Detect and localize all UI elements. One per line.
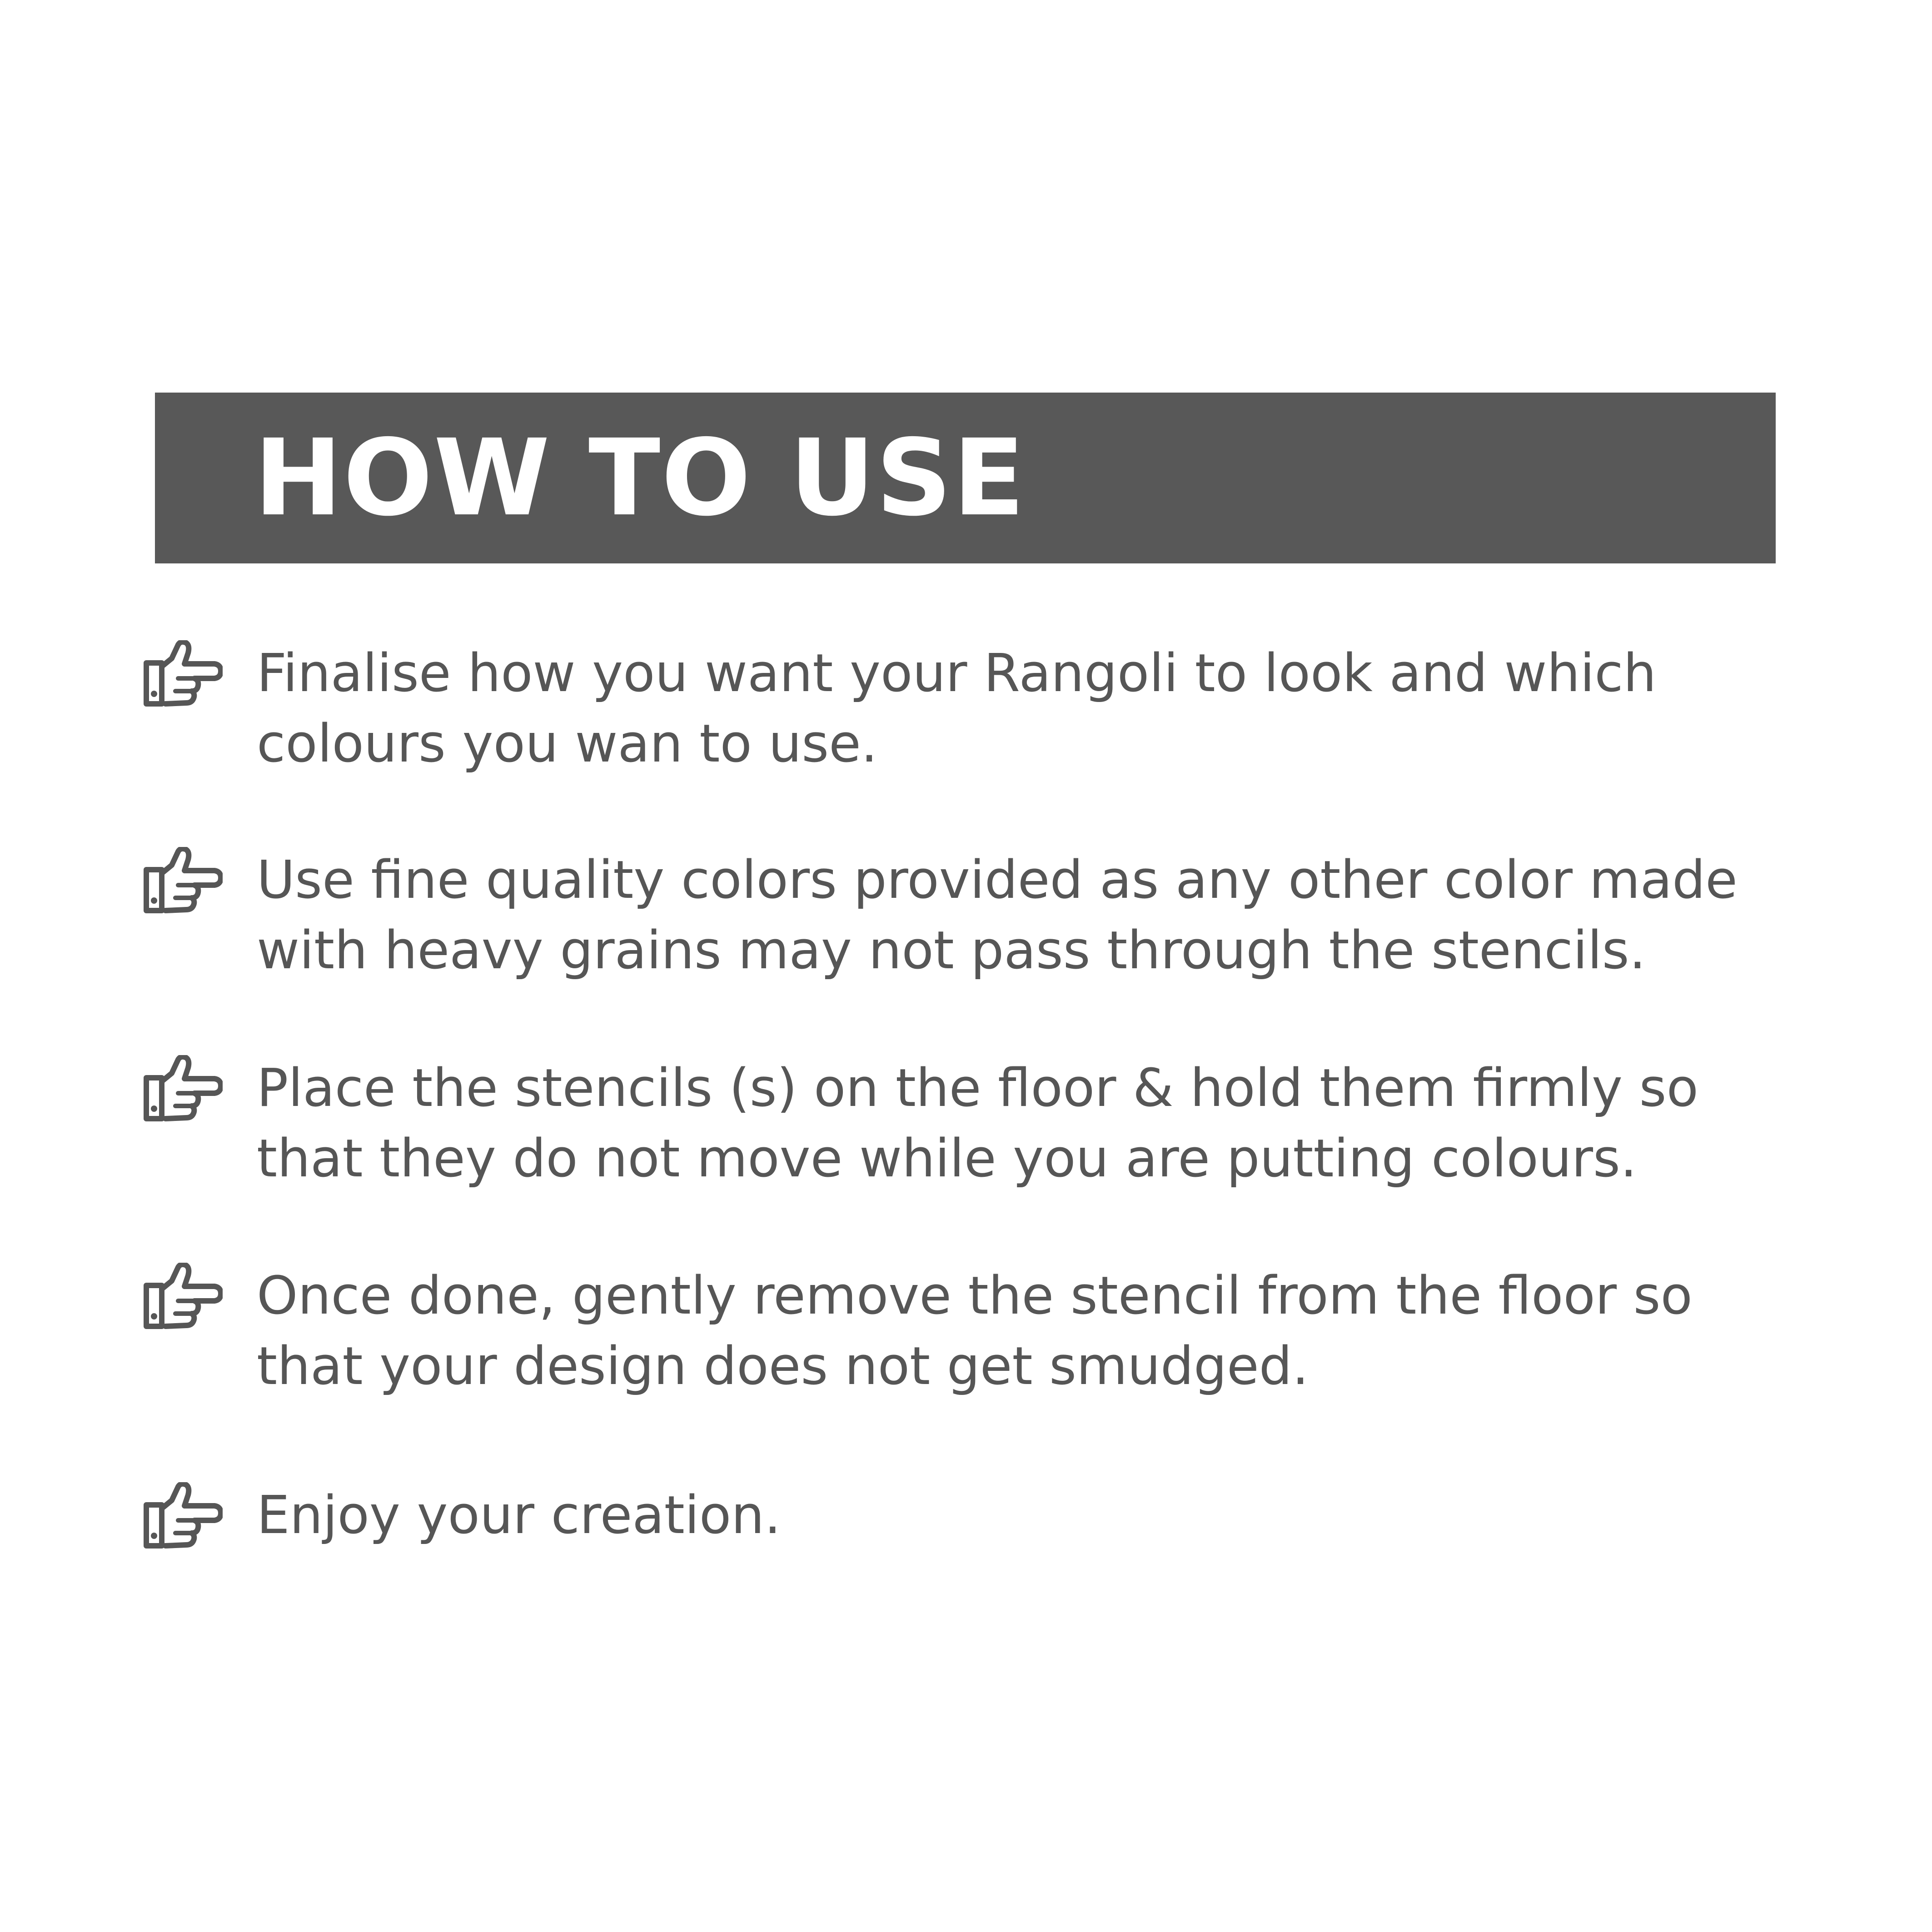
step-text: Finalise how you want your Rangoli to look and which colours you wan to use. [257,643,1657,774]
pointing-hand-icon [141,1482,223,1550]
step-text: Place the stencils (s) on the floor & hold them firmly so that they do not move while you are putting colours. [257,1058,1698,1189]
step-text: Enjoy your creation. [257,1485,781,1546]
page-title: HOW TO USE [254,417,1026,539]
pointing-hand-icon [141,1055,223,1123]
step-text: Once done, gently remove the stencil from the floor so that your design does not get smudged. [257,1265,1693,1397]
title-banner [155,393,1776,563]
pointing-hand-icon [141,1263,223,1331]
pointing-hand-icon [141,640,223,708]
step-text: Use fine quality colors provided as any other color made with heavy grains may not pass through the stencils. [257,850,1738,981]
pointing-hand-icon [141,847,223,915]
